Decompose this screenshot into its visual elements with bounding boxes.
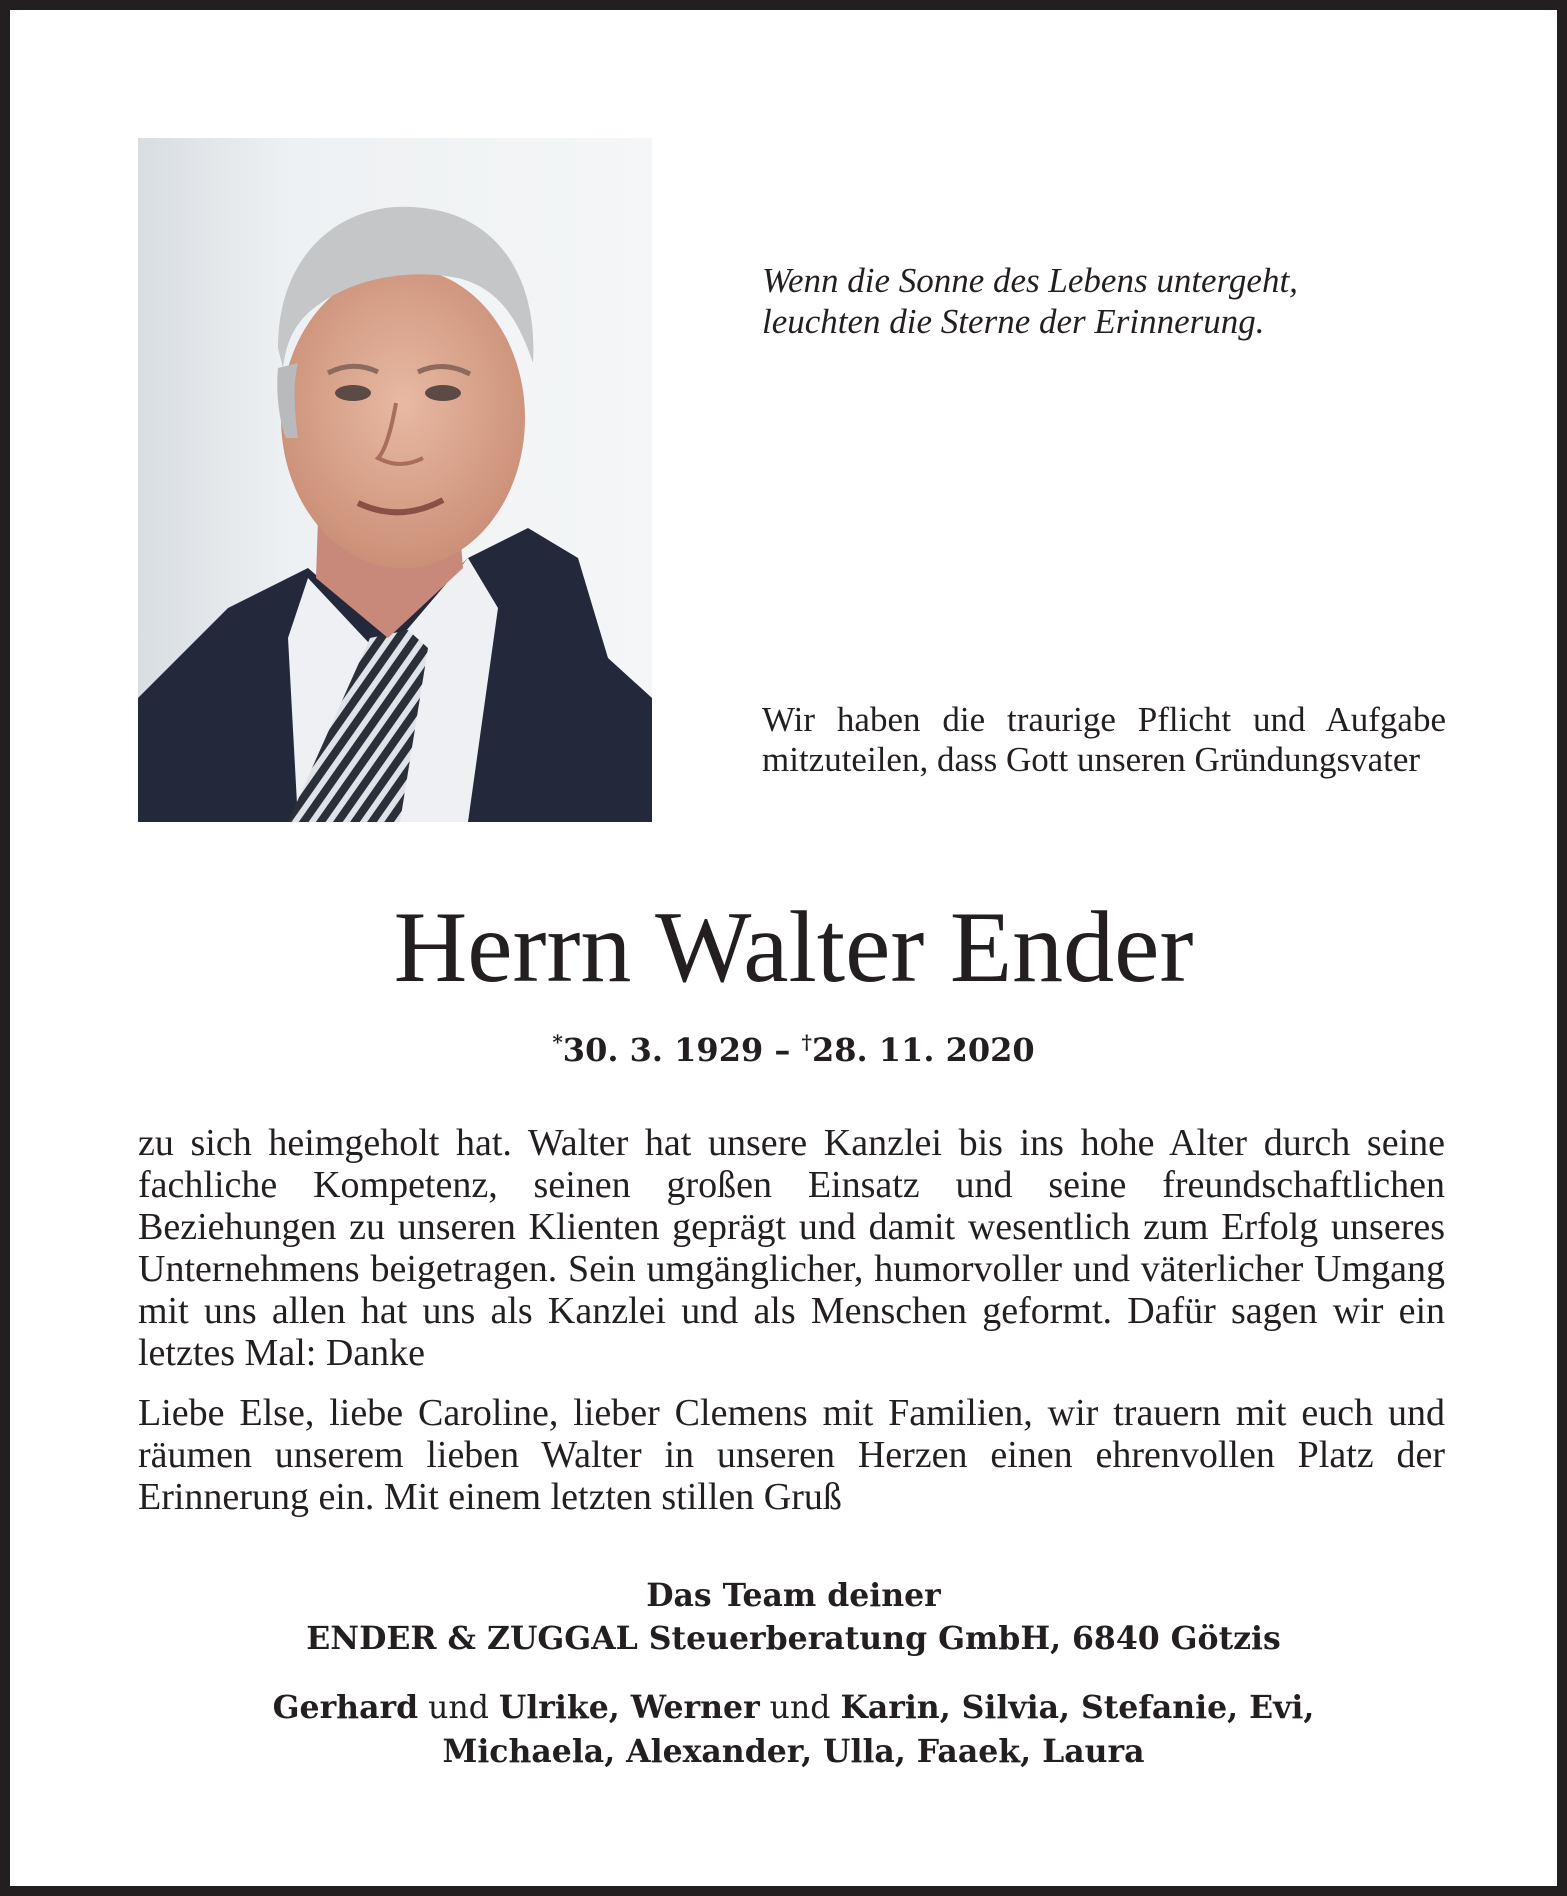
staff-name: Stefanie [1080,1689,1228,1726]
staff-name: Werner [630,1689,760,1726]
staff-name: Alexander [626,1733,802,1770]
obituary-body [138,1122,1445,1536]
staff-name: Silvia [961,1689,1060,1726]
body-paragraph-2: Liebe Else, liebe Caroline, lieber Clemens mit Familien, wir trauern mit euch und räumen unserem lieben Walter in unseren Herzen einen ehrenvollen Platz der Erinnerung ein. Mit einem letzten stillen Gruß [138,1392,1445,1518]
staff-names-line-2 [10,1730,1567,1774]
motto-line-1: Wenn die Sonne des Lebens untergeht, [762,261,1298,300]
staff-name: Faaek [916,1733,1021,1770]
staff-name: Evi [1249,1689,1304,1726]
name-connector: und [418,1690,499,1726]
name-separator: , [801,1733,824,1770]
name-separator: , [939,1689,962,1726]
motto-quote [762,260,1482,342]
staff-names [10,1686,1567,1774]
team-line-1: Das Team deiner [646,1577,941,1614]
team-line-2: ENDER & ZUGGAL Steuerberatung GmbH, 6840 Götzis [306,1620,1281,1657]
name-separator: , [1059,1689,1081,1726]
staff-name: Karin [840,1689,940,1726]
signature-block [10,1574,1567,1774]
name-separator: , [1227,1689,1250,1726]
name-separator: , [1303,1689,1315,1726]
date-separator: – [763,1031,802,1069]
staff-name: Gerhard [272,1689,419,1726]
staff-names-line-1 [10,1686,1567,1730]
portrait-photo [138,138,652,822]
name-separator: , [1020,1733,1043,1770]
name-separator: , [608,1689,631,1726]
name-connector: und [759,1690,841,1726]
deceased-name: Herrn Walter Ender [393,891,1194,1004]
birth-symbol: * [552,1030,563,1054]
staff-name: Ulla [823,1733,895,1770]
birth-date: 30. 3. 1929 [562,1031,764,1069]
body-paragraph-1: zu sich heimgeholt hat. Walter hat unsere Kanzlei bis ins hohe Alter durch seine fachliche Kompetenz, seinen großen Einsatz und seine freundschaftlichen Beziehungen zu unseren Klienten geprägt und damit wesentlich zum Erfolg unseres Unternehmens beigetragen. Sein umgänglicher, humorvoller und väterlicher Umgang mit uns allen hat uns als Kanzlei und als Menschen geformt. Dafür sagen wir ein letztes Mal: Danke [138,1122,1445,1374]
life-dates [10,1020,1567,1072]
portrait-photo-image [138,138,652,822]
motto-line-2: leuchten die Sterne der Erinnerung. [762,302,1265,341]
staff-name: Ulrike [498,1689,609,1726]
staff-name: Michaela [442,1733,605,1770]
name-separator: , [894,1733,917,1770]
name-separator: , [604,1733,627,1770]
announcement-intro: Wir haben die traurige Pflicht und Aufgabe mitzuteilen, dass Gott unseren Gründungsvater [762,700,1446,779]
death-symbol: † [801,1030,812,1054]
staff-name: Laura [1042,1733,1145,1770]
team-signature [10,1574,1567,1660]
death-date: 28. 11. 2020 [811,1031,1035,1069]
